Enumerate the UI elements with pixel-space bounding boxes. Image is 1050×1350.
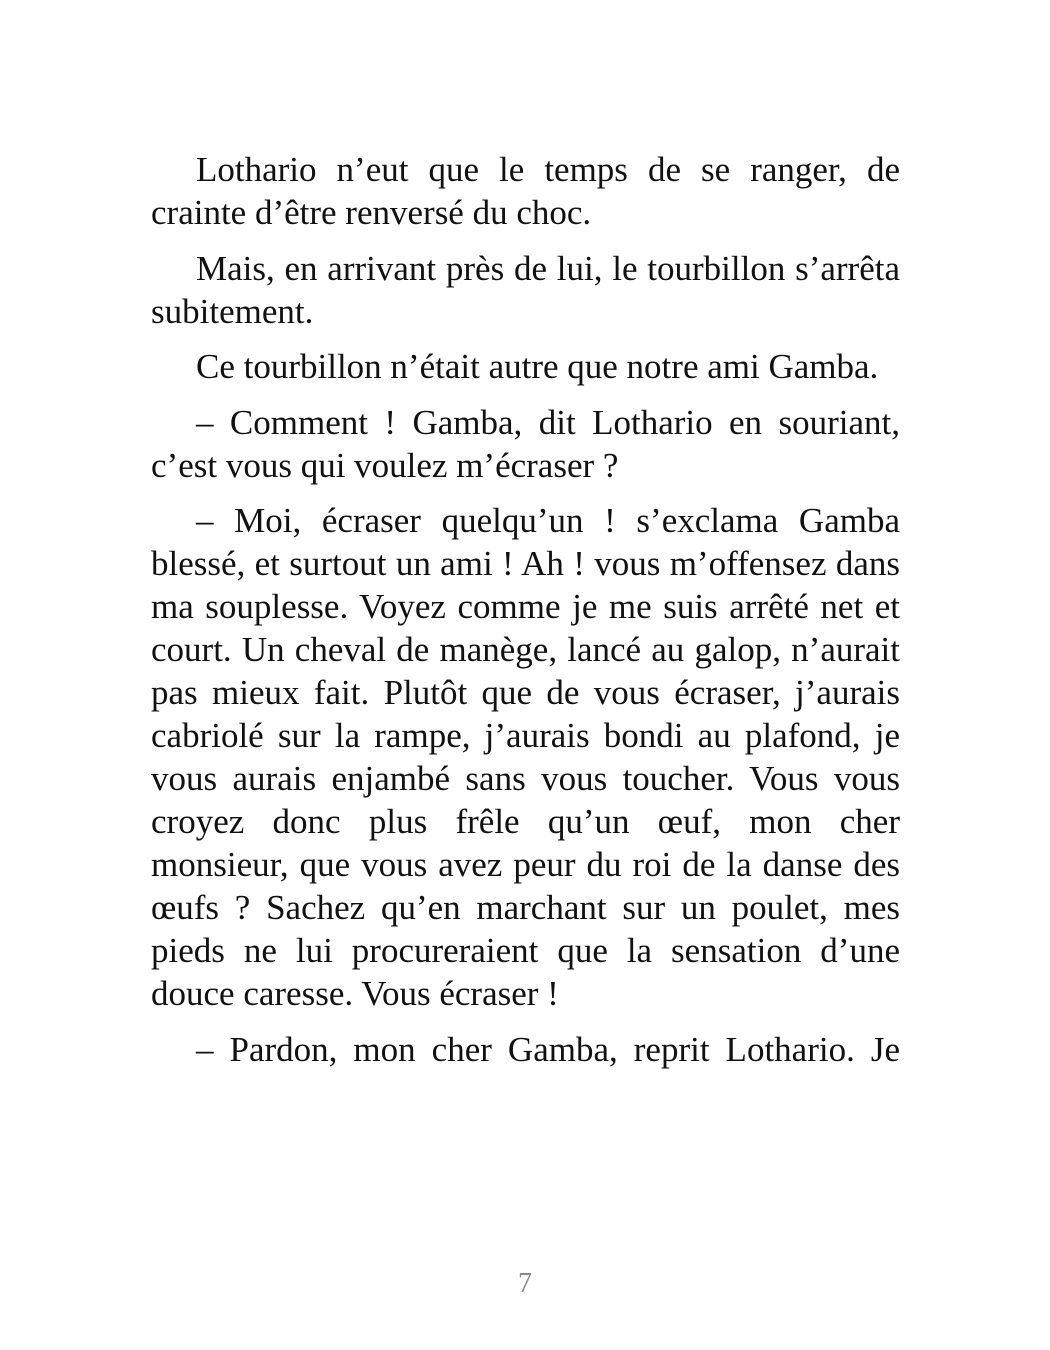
paragraph-2: Mais, en arrivant près de lui, le tourbillon s’arrêta subitement. bbox=[151, 248, 900, 331]
paragraph-6: – Pardon, mon cher Gamba, reprit Lothario. Je bbox=[196, 1029, 900, 1069]
paragraph-4: – Comment ! Gamba, dit Lothario en souriant, c’est vous qui voulez m’écraser ? bbox=[151, 402, 900, 485]
paragraph-1: Lothario n’eut que le temps de se ranger, de crainte d’être renversé du choc. bbox=[151, 150, 900, 232]
page-body-text bbox=[151, 148, 900, 1083]
paragraph-5: – Moi, écraser quelqu’un ! s’exclama Gamba blessé, et surtout un ami ! Ah ! vous m’offensez dans ma souplesse. Voyez comme je me suis arrêté net et court. Un cheval de manège, lancé au galop, n’aurait pas mieux fait. Plutôt que de vous écraser, j’aurais cabriolé sur la rampe, j’aurais bondi au plafond, je vous aurais enjambé sans vous toucher. Vous vous croyez donc plus frêle qu’un œuf, mon cher monsieur, que vous avez peur du roi de la danse des œufs ? Sachez qu’en marchant sur un poulet, mes pieds ne lui procureraient que la sensation d’une douce caresse. Vous écraser ! bbox=[151, 501, 900, 1013]
page-number: 7 bbox=[518, 1268, 532, 1299]
paragraph-3: Ce tourbillon n’était autre que notre ami Gamba. bbox=[196, 347, 879, 386]
